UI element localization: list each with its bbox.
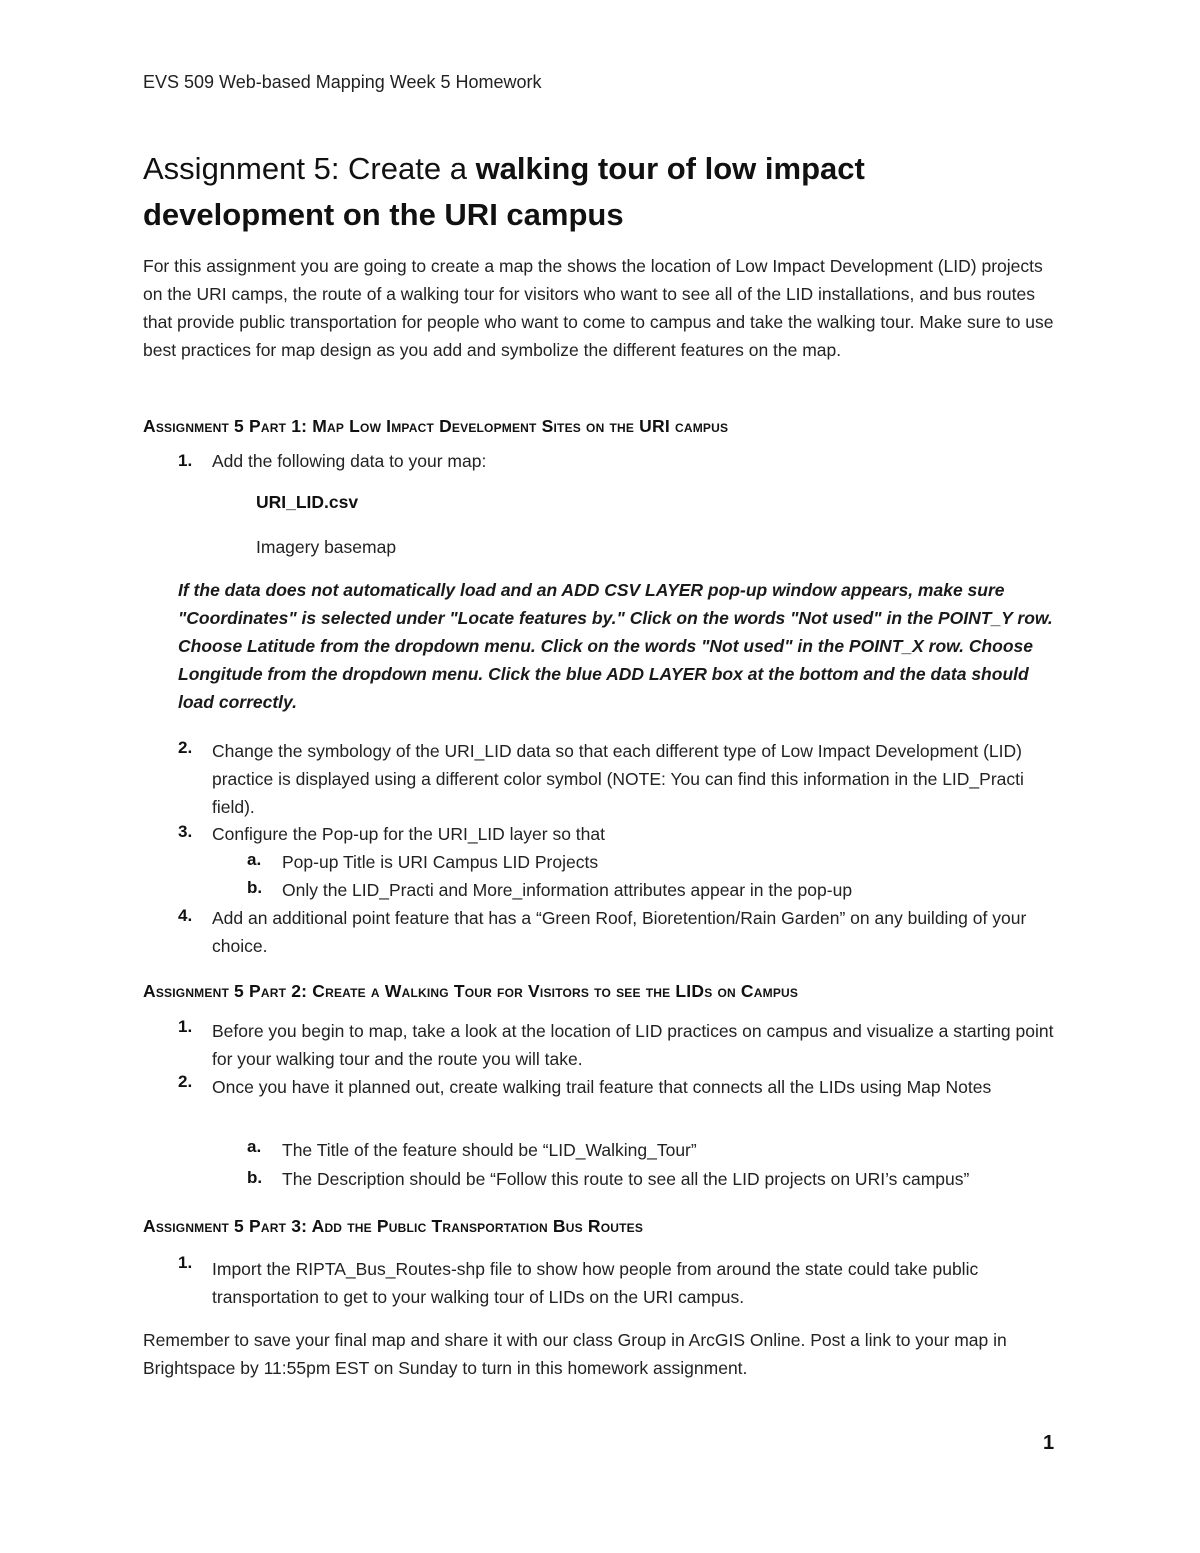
part2-step2a-text: The Title of the feature should be “LID_Walking_Tour”	[282, 1140, 697, 1160]
title-line2: development on the URI campus	[143, 197, 624, 232]
part1-step2-number: 2.	[178, 738, 193, 757]
part2-step2-number: 2.	[178, 1072, 193, 1091]
part1-step3b-text: Only the LID_Practi and More_information attributes appear in the pop-up	[282, 880, 853, 900]
title-line1-prefix: Assignment 5: Create a	[143, 151, 467, 186]
part2-step1-number: 1.	[178, 1017, 193, 1036]
part1-heading: Assignment 5 Part 1: Map Low Impact Development Sites on the URI campus	[143, 416, 729, 436]
part2-step1-text: Before you begin to map, take a look at the location of LID practices on campus and visualize a starting point for your walking tour and the route you will take.	[212, 1021, 1054, 1069]
title-line1-rest: walking tour of low impact	[466, 151, 865, 186]
part2-heading: Assignment 5 Part 2: Create a Walking Tour for Visitors to see the LIDs on Campus	[143, 981, 799, 1001]
intro-paragraph: For this assignment you are going to create a map the shows the location of Low Impact Development (LID) projects on the URI camps, the route of a walking tour for visitors who want to see all of the LID installations, and bus routes that provide public transportation for people who want to come to campus and take the walking tour. Make sure to use best practices for map design as you add and symbolize the different features on the map.	[143, 256, 1054, 360]
page-number: 1	[1043, 1432, 1055, 1454]
part1-step3a-text: Pop-up Title is URI Campus LID Projects	[282, 852, 599, 872]
part2-step2b-number: b.	[247, 1168, 263, 1187]
csv-load-note: If the data does not automatically load and an ADD CSV LAYER pop-up window appears, make sure "Coordinates" is selected under "Locate features by." Click on the words "Not used" in the POINT_Y row. Choose Latitude from the dropdown menu. Click on the words "Not used" in the POINT_X row. Choose Longitude from the dropdown menu. Click the blue ADD LAYER box at the bottom and the data should load correctly.	[178, 580, 1053, 712]
part3-step1-text: Import the RIPTA_Bus_Routes-shp file to show how people from around the state could take public transportation to get to your walking tour of LIDs on the URI campus.	[212, 1259, 979, 1307]
data-file-name: URI_LID.csv	[256, 492, 359, 512]
basemap-name: Imagery basemap	[256, 537, 397, 557]
part1-step1-number: 1.	[178, 451, 193, 470]
part2-step2b-text: The Description should be “Follow this route to see all the LID projects on URI’s campus”	[282, 1169, 970, 1189]
part3-heading: Assignment 5 Part 3: Add the Public Transportation Bus Routes	[143, 1216, 644, 1236]
part3-step1-number: 1.	[178, 1253, 193, 1272]
part1-step2-text: Change the symbology of the URI_LID data so that each different type of Low Impact Development (LID) practice is displayed using a different color symbol (NOTE: You can find this information in the LID_Practi field).	[212, 741, 1024, 817]
part1-step3b-number: b.	[247, 878, 263, 897]
closing-paragraph: Remember to save your final map and share it with our class Group in ArcGIS Online. Post a link to your map in Brightspace by 11:55pm EST on Sunday to turn in this homework assignment.	[143, 1330, 1007, 1378]
page-header: EVS 509 Web-based Mapping Week 5 Homework	[143, 72, 542, 92]
part2-step2-text: Once you have it planned out, create walking trail feature that connects all the LIDs using Map Notes	[212, 1077, 992, 1097]
assignment-title	[143, 146, 1063, 238]
part1-step3a-number: a.	[247, 850, 262, 869]
part2-step2a-number: a.	[247, 1137, 262, 1156]
part1-step3-text: Configure the Pop-up for the URI_LID layer so that	[212, 824, 605, 844]
part1-step4-number: 4.	[178, 906, 193, 925]
part1-step3-number: 3.	[178, 822, 193, 841]
part1-step4-text: Add an additional point feature that has a “Green Roof, Bioretention/Rain Garden” on any building of your choice.	[212, 908, 1027, 956]
part1-step1-text: Add the following data to your map:	[212, 451, 487, 471]
